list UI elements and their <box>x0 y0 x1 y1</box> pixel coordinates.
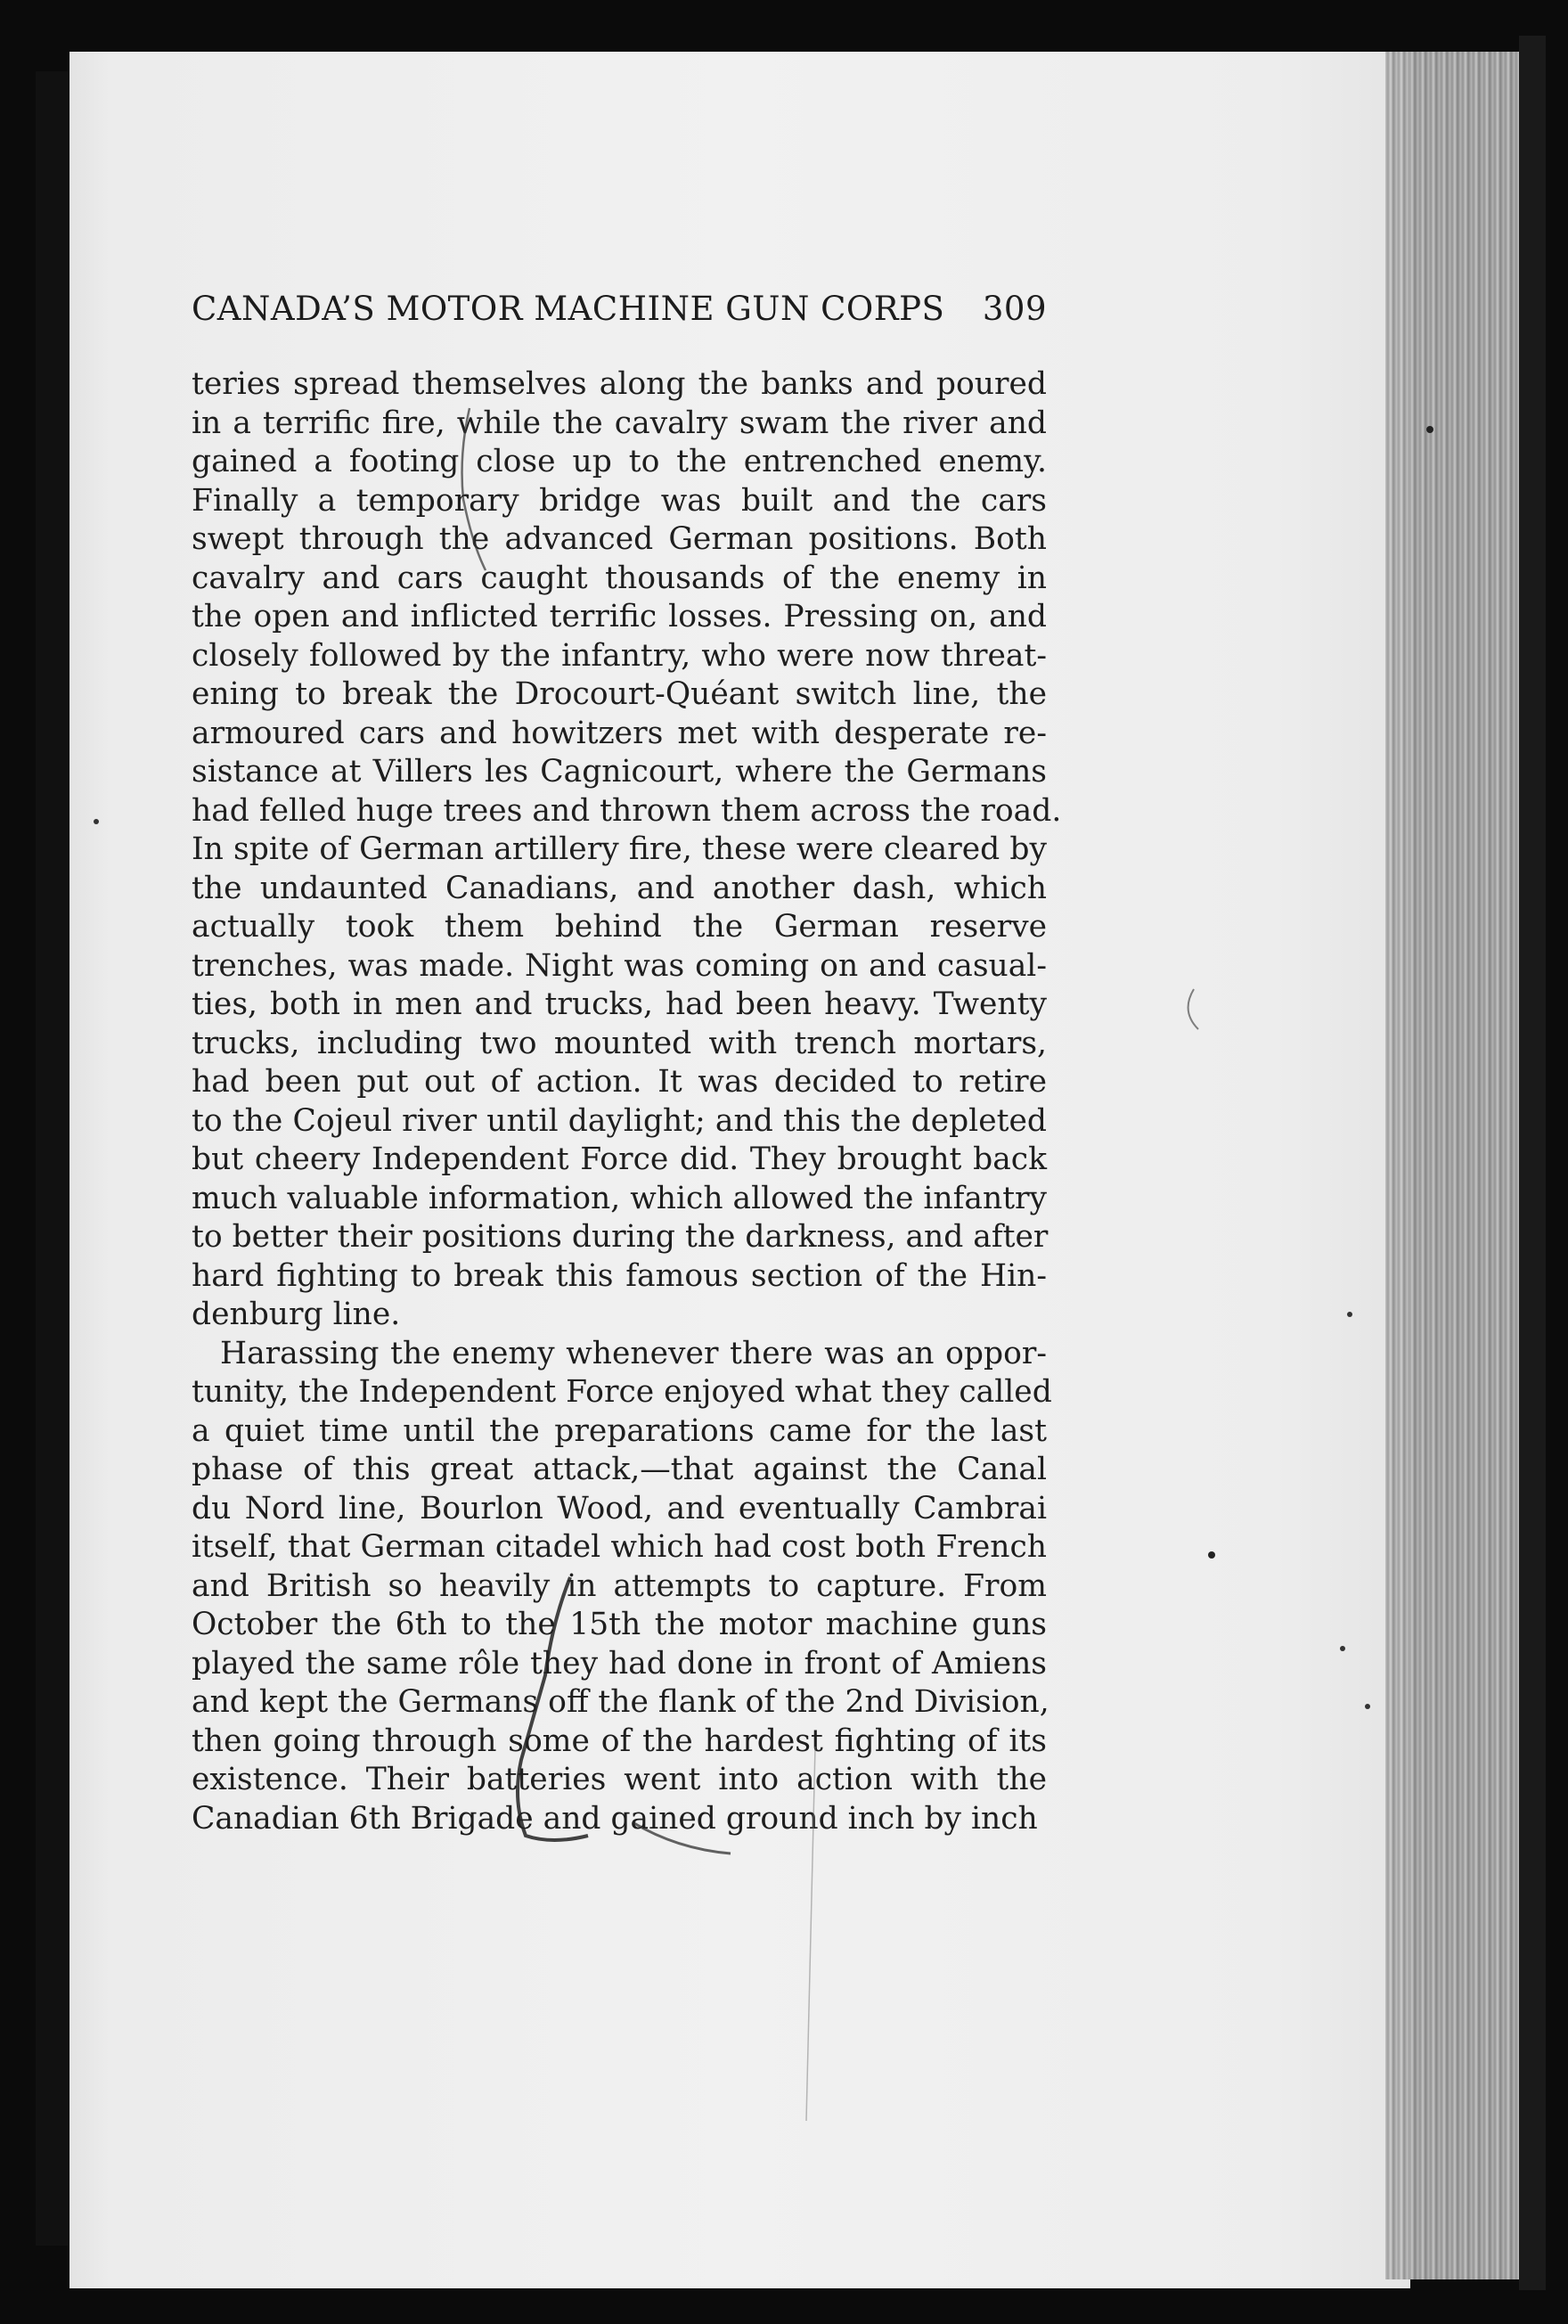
book-binding <box>36 71 68 2246</box>
text-line: then going through some of the hardest fighting of its <box>192 1723 1047 1759</box>
text-line: in a terrific fire, while the cavalry swam the river and <box>192 405 1047 441</box>
text-line: teries spread themselves along the banks and poured <box>192 366 1047 402</box>
text-line: armoured cars and howitzers met with desperate re- <box>192 715 1047 751</box>
text-line: much valuable information, which allowed the infantry <box>192 1180 1048 1216</box>
text-line: denburg line. <box>192 1297 401 1332</box>
text-line: cavalry and cars caught thousands of the enemy in <box>192 560 1047 596</box>
text-line: trucks, including two mounted with trench mortars, <box>192 1025 1047 1061</box>
paragraph <box>192 365 1062 1335</box>
text-line: du Nord line, Bourlon Wood, and eventually Cambrai <box>192 1490 1047 1526</box>
text-line: closely followed by the infantry, who were now threat- <box>192 637 1047 674</box>
text-line: trenches, was made. Night was coming on and casual- <box>192 947 1047 984</box>
paragraph <box>192 1335 1052 1839</box>
text-line: but cheery Independent Force did. They brought back <box>192 1142 1047 1177</box>
text-line: and British so heavily in attempts to capture. From <box>192 1567 1047 1604</box>
body-text <box>192 365 1062 1838</box>
book-cover-edge <box>1519 36 1546 2290</box>
text-line: to the Cojeul river until daylight; and this the depleted <box>192 1102 1047 1139</box>
running-head-title: CANADA’S MOTOR MACHINE GUN CORPS <box>192 290 945 328</box>
text-line: had been put out of action. It was decided to retire <box>192 1064 1047 1100</box>
page-number: 309 <box>982 290 1047 328</box>
text-line: ening to break the Drocourt-Quéant switch line, the <box>192 676 1047 712</box>
text-line: Canadian 6th Brigade and gained ground inch by inch <box>192 1800 1038 1837</box>
text-line: gained a footing close up to the entrenched enemy. <box>192 444 1047 479</box>
text-line: phase of this great attack,—that against the Canal <box>192 1452 1047 1487</box>
text-line: Finally a temporary bridge was built and the cars <box>192 482 1047 519</box>
text-line: tunity, the Independent Force enjoyed what they called <box>192 1374 1052 1410</box>
text-line: itself, that German citadel which had cost both French <box>192 1529 1047 1565</box>
text-line: ties, both in men and trucks, had been heavy. Twenty <box>192 986 1047 1022</box>
text-line: sistance at Villers les Cagnicourt, where the Germans <box>192 754 1047 790</box>
running-head <box>192 290 1047 328</box>
text-line: the undaunted Canadians, and another dash, which <box>192 870 1047 906</box>
text-line: and kept the Germans off the flank of the 2nd Division, <box>192 1684 1049 1720</box>
text-line: a quiet time until the preparations came for the last <box>192 1412 1047 1449</box>
text-line: actually took them behind the German reserve <box>192 909 1047 945</box>
text-line: had felled huge trees and thrown them across the road. <box>192 792 1062 829</box>
text-line: October the 6th to the 15th the motor machine guns <box>192 1607 1047 1642</box>
text-line: to better their positions during the darkness, and after <box>192 1219 1049 1255</box>
text-line: In spite of German artillery fire, these were cleared by <box>192 831 1047 867</box>
text-line: swept through the advanced German positions. Both <box>192 521 1047 557</box>
text-line: Harassing the enemy whenever there was an oppor- <box>220 1335 1047 1371</box>
text-line: hard fighting to break this famous section of the Hin- <box>192 1257 1047 1294</box>
page-edges <box>1385 52 1532 2279</box>
text-line: played the same rôle they had done in front of Amiens <box>192 1645 1047 1682</box>
text-line: the open and inflicted terrific losses. Pressing on, and <box>192 599 1047 634</box>
text-line: existence. Their batteries went into action with the <box>192 1762 1047 1797</box>
